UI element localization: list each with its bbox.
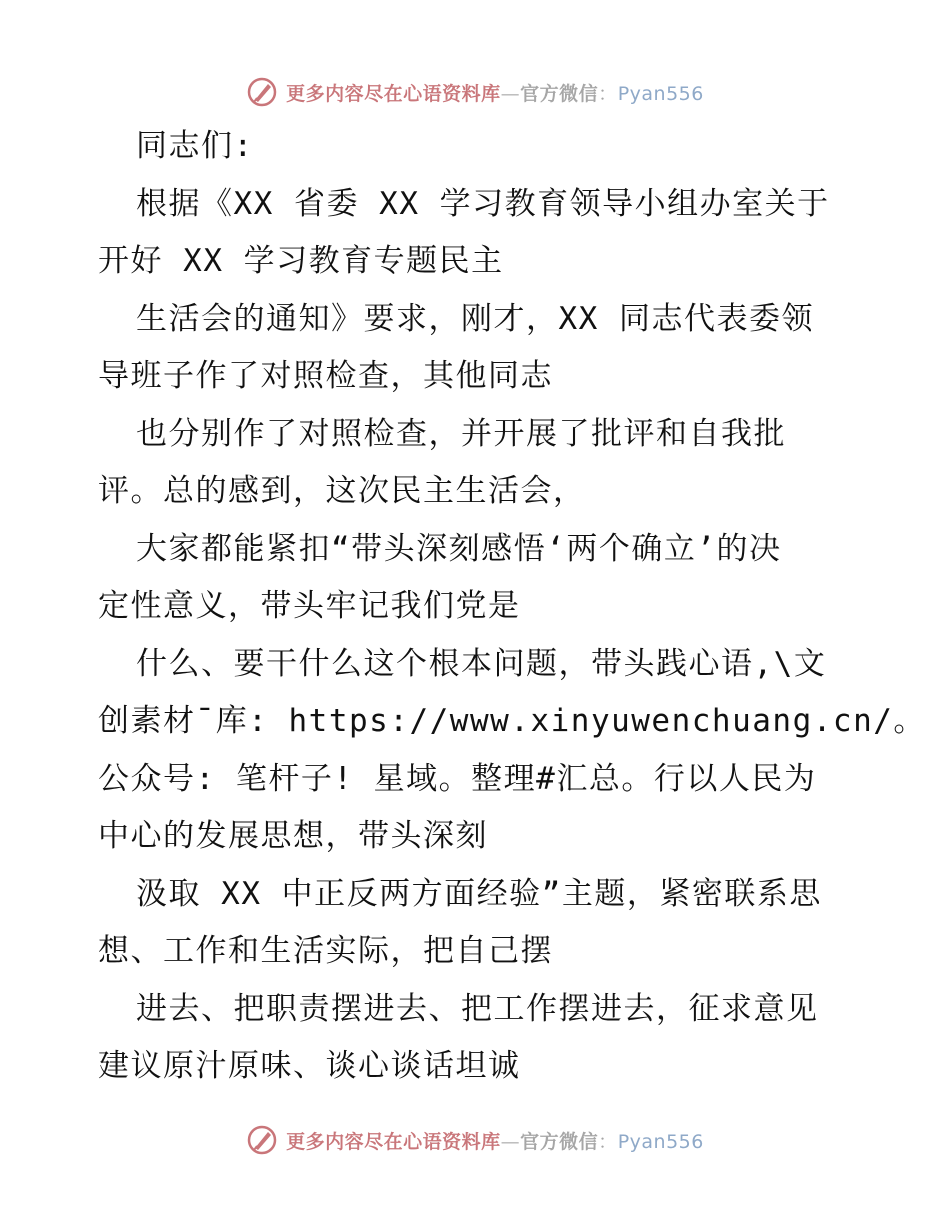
quill-pen-logo-icon — [246, 1124, 278, 1156]
header-banner — [0, 72, 950, 112]
text-line: 导班子作了对照检查，其他同志 — [98, 358, 553, 394]
header-banner-text — [286, 79, 704, 106]
banner-colon: ： — [598, 82, 618, 105]
banner-wechat-label: 官方微信 — [520, 82, 599, 105]
text-line: 想、工作和生活实际，把自己摆 — [98, 933, 553, 969]
quill-pen-logo-icon — [246, 76, 278, 108]
banner-title: 更多内容尽在心语资料库 — [286, 1130, 501, 1153]
footer-banner-text — [286, 1127, 704, 1154]
text-line: 什么、要干什么这个根本问题，带头践心语,\文 — [136, 645, 827, 682]
text-line: 生活会的通知》要求，刚才，XX 同志代表委领 — [136, 300, 814, 337]
text-line: 创素材¯库: https://www.xinyuwenchuang.cn/。 — [98, 703, 926, 739]
document-body — [98, 118, 926, 1096]
text-line: 中心的发展思想，带头深刻 — [98, 818, 488, 854]
footer-banner — [0, 1120, 950, 1160]
text-line: 进去、把职责摆进去、把工作摆进去，征求意见 — [136, 990, 819, 1027]
text-line: 开好 XX 学习教育专题民主 — [98, 243, 504, 279]
text-line: 汲取 XX 中正反两方面经验”主题，紧密联系思 — [136, 875, 822, 912]
banner-colon: ： — [598, 1130, 618, 1153]
banner-wechat-label: 官方微信 — [520, 1130, 599, 1153]
text-line: 根据《XX 省委 XX 学习教育领导小组办室关于 — [136, 185, 830, 222]
text-line: 公众号: 笔杆子! 星域。整理#汇总。行以人民为 — [98, 760, 817, 797]
text-line: 也分别作了对照检查，并开展了批评和自我批 — [136, 415, 786, 452]
text-line: 大家都能紧扣“带头深刻感悟‘两个确立’的决 — [136, 530, 782, 567]
banner-separator: — — [500, 1130, 521, 1153]
text-line: 定性意义，带头牢记我们党是 — [98, 588, 521, 624]
banner-wechat-id: Pyan556 — [617, 82, 704, 105]
banner-title: 更多内容尽在心语资料库 — [286, 82, 501, 105]
text-line: 评。总的感到，这次民主生活会， — [98, 473, 586, 509]
text-line: 同志们: — [136, 128, 254, 164]
text-line: 建议原汁原味、谈心谈话坦诚 — [98, 1048, 521, 1084]
banner-wechat-id: Pyan556 — [617, 1130, 704, 1153]
banner-separator: — — [500, 82, 521, 105]
